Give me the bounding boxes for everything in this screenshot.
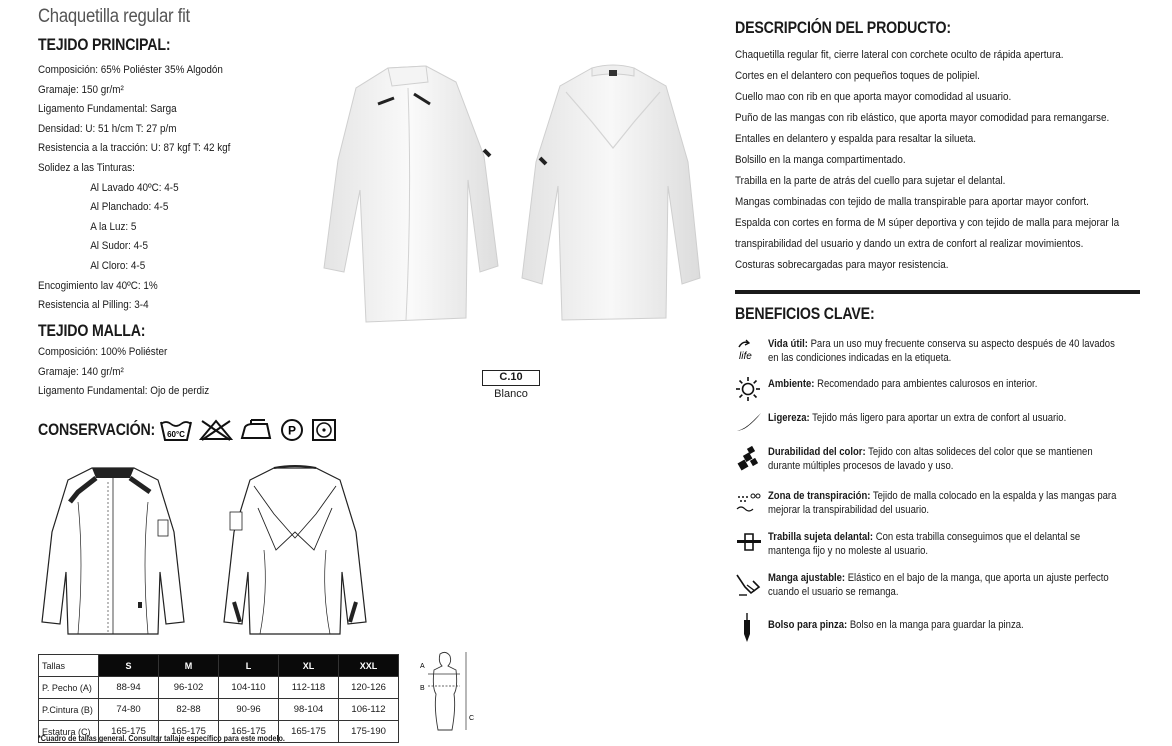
fastness-line: Al Lavado 40ºC: 4-5	[90, 181, 179, 194]
benefit-text	[768, 530, 1120, 558]
description-line: Entalles en delantero y espalda para resaltar la silueta.	[735, 133, 977, 145]
care-icons	[159, 418, 337, 442]
size-table-corner: Tallas	[39, 655, 99, 677]
table-cell: 96-102	[159, 677, 219, 699]
size-col-header: XL	[279, 655, 339, 677]
benefit-desc: Tejido más ligero para aportar un extra de confort al usuario.	[809, 412, 1067, 424]
size-col-header: M	[159, 655, 219, 677]
main-fabric-heading: TEJIDO PRINCIPAL:	[38, 36, 171, 54]
description-line: Bolsillo en la manga compartimentado.	[735, 154, 906, 166]
benefit-title: Ligereza:	[768, 412, 810, 424]
back-technical-drawing	[220, 462, 370, 640]
benefit-desc: Elástico en el bajo de la manga, que aporta un ajuste perfecto cuando el usuario se remanga.	[768, 572, 1109, 598]
size-col-header: L	[219, 655, 279, 677]
benefit-text	[768, 377, 1120, 391]
pen-pocket-icon	[735, 612, 763, 644]
table-cell: 106-112	[339, 699, 399, 721]
benefit-desc: Recomendado para ambientes calurosos en interior.	[814, 378, 1038, 390]
life-icon-text: life	[739, 351, 752, 362]
benefit-text	[768, 337, 1120, 365]
description-heading: DESCRIPCIÓN DEL PRODUCTO:	[735, 19, 951, 37]
description-line: Trabilla en la parte de atrás del cuello para sujetar el delantal.	[735, 175, 1006, 187]
color-swatch-icon	[735, 445, 763, 473]
description-line: Chaquetilla regular fit, cierre lateral con corchete oculto de rápida apertura.	[735, 49, 1064, 61]
description-line: Cuello mao con rib en que aporta mayor comodidad al usuario.	[735, 91, 1012, 103]
benefit-text	[768, 571, 1120, 599]
table-cell: 98-104	[279, 699, 339, 721]
jacket-back-photo	[516, 62, 706, 330]
spec-line: Gramaje: 140 gr/m²	[38, 365, 124, 378]
tumble-dry-icon	[311, 418, 337, 442]
color-name: Blanco	[494, 388, 528, 400]
spec-line: Solidez a las Tinturas:	[38, 161, 135, 174]
description-line: Costuras sobrecargadas para mayor resistencia.	[735, 259, 949, 271]
benefit-desc: Bolso en la manga para guardar la pinza.	[847, 619, 1024, 631]
feather-icon	[735, 409, 763, 437]
benefit-title: Durabilidad del color:	[768, 446, 866, 458]
spec-line: Encogimiento lav 40ºC: 1%	[38, 279, 158, 292]
description-line: Puño de las mangas con rib elástico, que aporta mayor comodidad para remangarse.	[735, 112, 1110, 124]
benefit-text	[768, 618, 1120, 632]
life-icon	[735, 337, 763, 365]
breathable-zone-icon	[735, 489, 763, 517]
table-row	[39, 677, 399, 699]
table-cell: 165-175	[159, 721, 219, 743]
wash-temp-label: 60°C	[167, 430, 185, 439]
benefit-text	[768, 411, 1120, 425]
benefit-title: Vida útil:	[768, 338, 808, 350]
spec-line: Ligamento Fundamental: Sarga	[38, 103, 177, 116]
description-line: Espalda con cortes en forma de M súper deportiva y con tejido de malla para mejorar la	[735, 217, 1120, 229]
dry-clean-letter: P	[287, 423, 297, 438]
front-technical-drawing	[38, 462, 188, 640]
table-cell: 120-126	[339, 677, 399, 699]
row-header: Estatura (C)	[39, 721, 99, 743]
row-header: P. Pecho (A)	[39, 677, 99, 699]
table-cell: 112-118	[279, 677, 339, 699]
benefit-desc: Tejido con altas solideces del color que se mantienen durante múltiples procesos de lavado y uso.	[768, 446, 1093, 472]
table-cell: 90-96	[219, 699, 279, 721]
benefit-desc: Tejido de malla colocado en la espalda y las mangas para mejorar la transpirabilidad del usuario.	[768, 490, 1117, 516]
no-bleach-icon	[199, 418, 233, 442]
description-line: Cortes en el delantero con pequeños toques de polipiel.	[735, 70, 980, 82]
section-divider	[735, 290, 1140, 294]
body-measurement-figure	[414, 648, 476, 734]
table-cell: 165-175	[279, 721, 339, 743]
size-table	[38, 654, 399, 743]
care-heading: CONSERVACIÓN:	[38, 421, 156, 439]
description-line: transpirabilidad del usuario y dando un extra de confort al realizar movimientos.	[735, 238, 1084, 250]
adjustable-sleeve-icon	[735, 571, 763, 599]
jacket-front-photo	[316, 60, 506, 332]
benefit-desc: Para un uso muy frecuente conserva su aspecto después de 40 lavados en las condiciones indicadas en la etiqueta.	[768, 338, 1115, 364]
table-cell: 165-175	[219, 721, 279, 743]
benefit-text	[768, 445, 1120, 473]
fastness-line: Al Sudor: 4-5	[90, 240, 148, 253]
table-cell: 88-94	[99, 677, 159, 699]
size-col-header: S	[99, 655, 159, 677]
wash-60-icon	[159, 418, 193, 442]
dry-clean-p-icon	[279, 418, 305, 442]
benefit-title: Bolso para pinza:	[768, 619, 848, 631]
row-header: P.Cintura (B)	[39, 699, 99, 721]
figure-label-a: A	[420, 663, 425, 670]
fastness-line: Al Planchado: 4-5	[90, 201, 169, 214]
table-cell: 82-88	[159, 699, 219, 721]
fastness-line: A la Luz: 5	[90, 220, 137, 233]
mesh-fabric-specs	[38, 343, 209, 402]
table-cell: 165-175	[99, 721, 159, 743]
benefit-title: Zona de transpiración:	[768, 490, 871, 502]
color-code: C.10	[482, 370, 540, 386]
main-fabric-specs	[38, 61, 230, 316]
benefit-title: Ambiente:	[768, 378, 815, 390]
spec-line: Composición: 65% Poliéster 35% Algodón	[38, 64, 223, 76]
spec-line: Gramaje: 150 gr/m²	[38, 83, 124, 96]
benefit-title: Manga ajustable:	[768, 572, 846, 584]
figure-label-b: B	[420, 685, 425, 692]
table-row	[39, 699, 399, 721]
benefit-title: Trabilla sujeta delantal:	[768, 531, 874, 543]
description-list	[735, 45, 1119, 276]
product-title: Chaquetilla regular fit	[38, 6, 190, 27]
size-header-row	[39, 655, 399, 677]
mesh-fabric-heading: TEJIDO MALLA:	[38, 322, 146, 340]
spec-line: Resistencia a la tracción: U: 87 kgf T: 42 kgf	[38, 142, 231, 155]
table-cell: 74-80	[99, 699, 159, 721]
table-cell: 175-190	[339, 721, 399, 743]
spec-line: Resistencia al Pilling: 3-4	[38, 299, 149, 312]
benefit-desc: Con esta trabilla conseguimos que el delantal se mantenga fijo y no moleste al usuario.	[768, 531, 1081, 557]
size-table-note: *Cuadro de tallas general. Consultar tallaje específico para este modelo.	[38, 734, 285, 743]
iron-icon	[239, 418, 273, 442]
fastness-line: Al Cloro: 4-5	[90, 259, 146, 272]
benefit-text	[768, 489, 1120, 517]
apron-loop-icon	[735, 530, 763, 558]
sun-icon	[735, 376, 763, 404]
description-line: Mangas combinadas con tejido de malla transpirable para aportar mayor confort.	[735, 196, 1089, 208]
spec-line: Ligamento Fundamental: Ojo de perdiz	[38, 385, 210, 398]
figure-label-c: C	[469, 715, 475, 722]
benefits-heading: BENEFICIOS CLAVE:	[735, 305, 875, 323]
table-cell: 104-110	[219, 677, 279, 699]
spec-line: Densidad: U: 51 h/cm T: 27 p/m	[38, 122, 177, 135]
size-col-header: XXL	[339, 655, 399, 677]
spec-line: Composición: 100% Poliéster	[38, 346, 168, 358]
